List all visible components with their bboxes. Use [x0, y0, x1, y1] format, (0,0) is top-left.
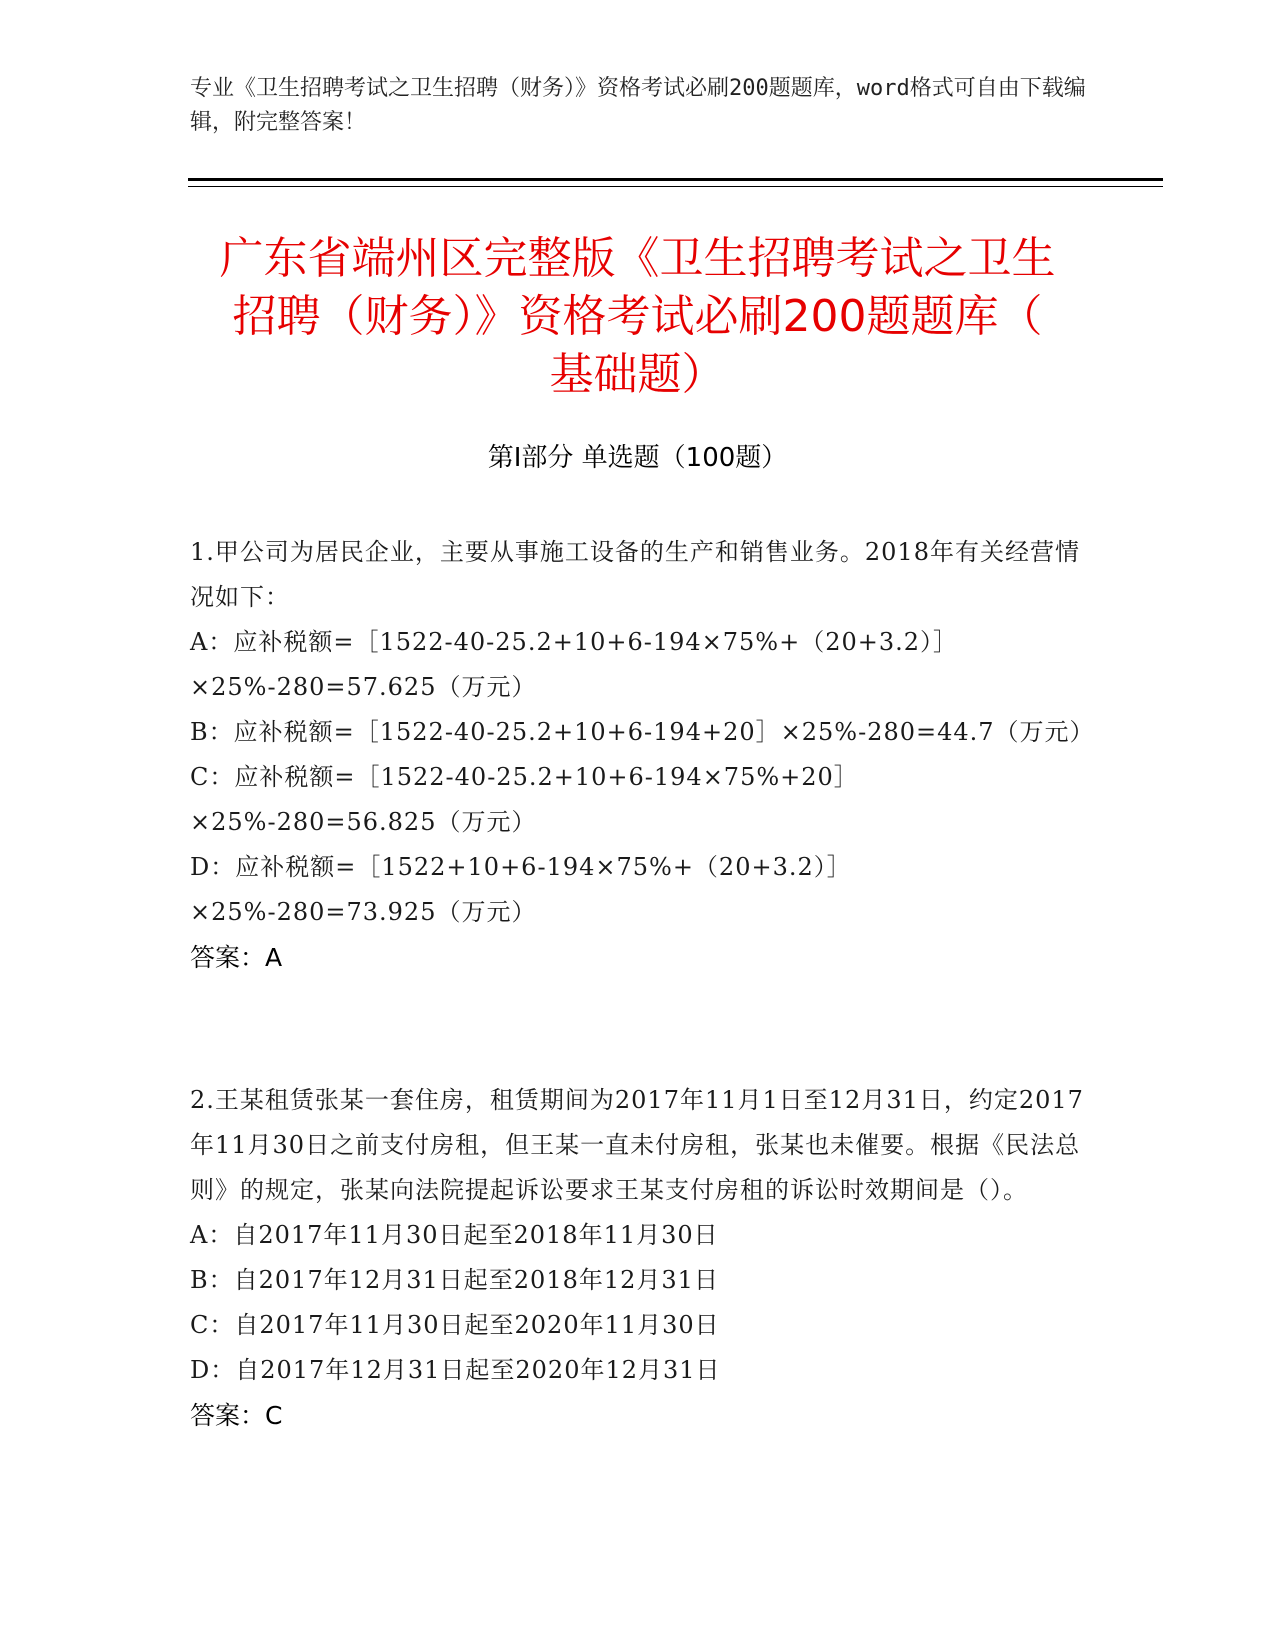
question-2: [190, 1078, 1095, 1438]
header-note: 专业《卫生招聘考试之卫生招聘（财务）》资格考试必刷200题题库，word格式可自由下载编辑，附完整答案！: [190, 76, 1086, 135]
title-line-3: 基础题）: [549, 349, 726, 400]
option-b: B：自2017年12月31日起至2018年12月31日: [190, 1266, 719, 1294]
title-line-2: 招聘（财务）》资格考试必刷200题题库（: [232, 291, 1043, 342]
option-c: C：自2017年11月30日起至2020年11月30日: [190, 1311, 720, 1339]
section-heading: 第I部分 单选题（100题）: [487, 443, 788, 473]
answer: 答案：A: [190, 943, 283, 972]
question-stem: 1.甲公司为居民企业，主要从事施工设备的生产和销售业务。2018年有关经营情况如下：: [190, 538, 1080, 611]
question-stem: 2.王某租赁张某一套住房，租赁期间为2017年11月1日至12月31日，约定2017年11月30日之前支付房租，但王某一直未付房租，张某也未催要。根据《民法总则》的规定，张某向法院提起诉讼要求王某支付房租的诉讼时效期间是（）。: [190, 1086, 1084, 1204]
option-c: C：应补税额=［1522-40-25.2+10+6-194×75%+20］×25%-280=56.825（万元）: [190, 763, 859, 836]
question-1: [190, 530, 1095, 980]
option-a: A：自2017年11月30日起至2018年11月30日: [190, 1221, 719, 1249]
answer: 答案：C: [190, 1401, 283, 1430]
option-b: B：应补税额=［1522-40-25.2+10+6-194+20］×25%-280=44.7（万元）: [190, 718, 1095, 746]
title-line-1: 广东省端州区完整版《卫生招聘考试之卫生: [219, 233, 1056, 284]
option-a: A：应补税额=［1522-40-25.2+10+6-194×75%+（20+3.2）］×25%-280=57.625（万元）: [190, 628, 959, 701]
header-divider-thin: [188, 186, 1163, 187]
option-d: D：应补税额=［1522+10+6-194×75%+（20+3.2）］×25%-280=73.925（万元）: [190, 853, 852, 926]
document-title: [185, 230, 1090, 404]
header-divider-thick: [188, 178, 1163, 181]
option-d: D：自2017年12月31日起至2020年12月31日: [190, 1356, 721, 1384]
